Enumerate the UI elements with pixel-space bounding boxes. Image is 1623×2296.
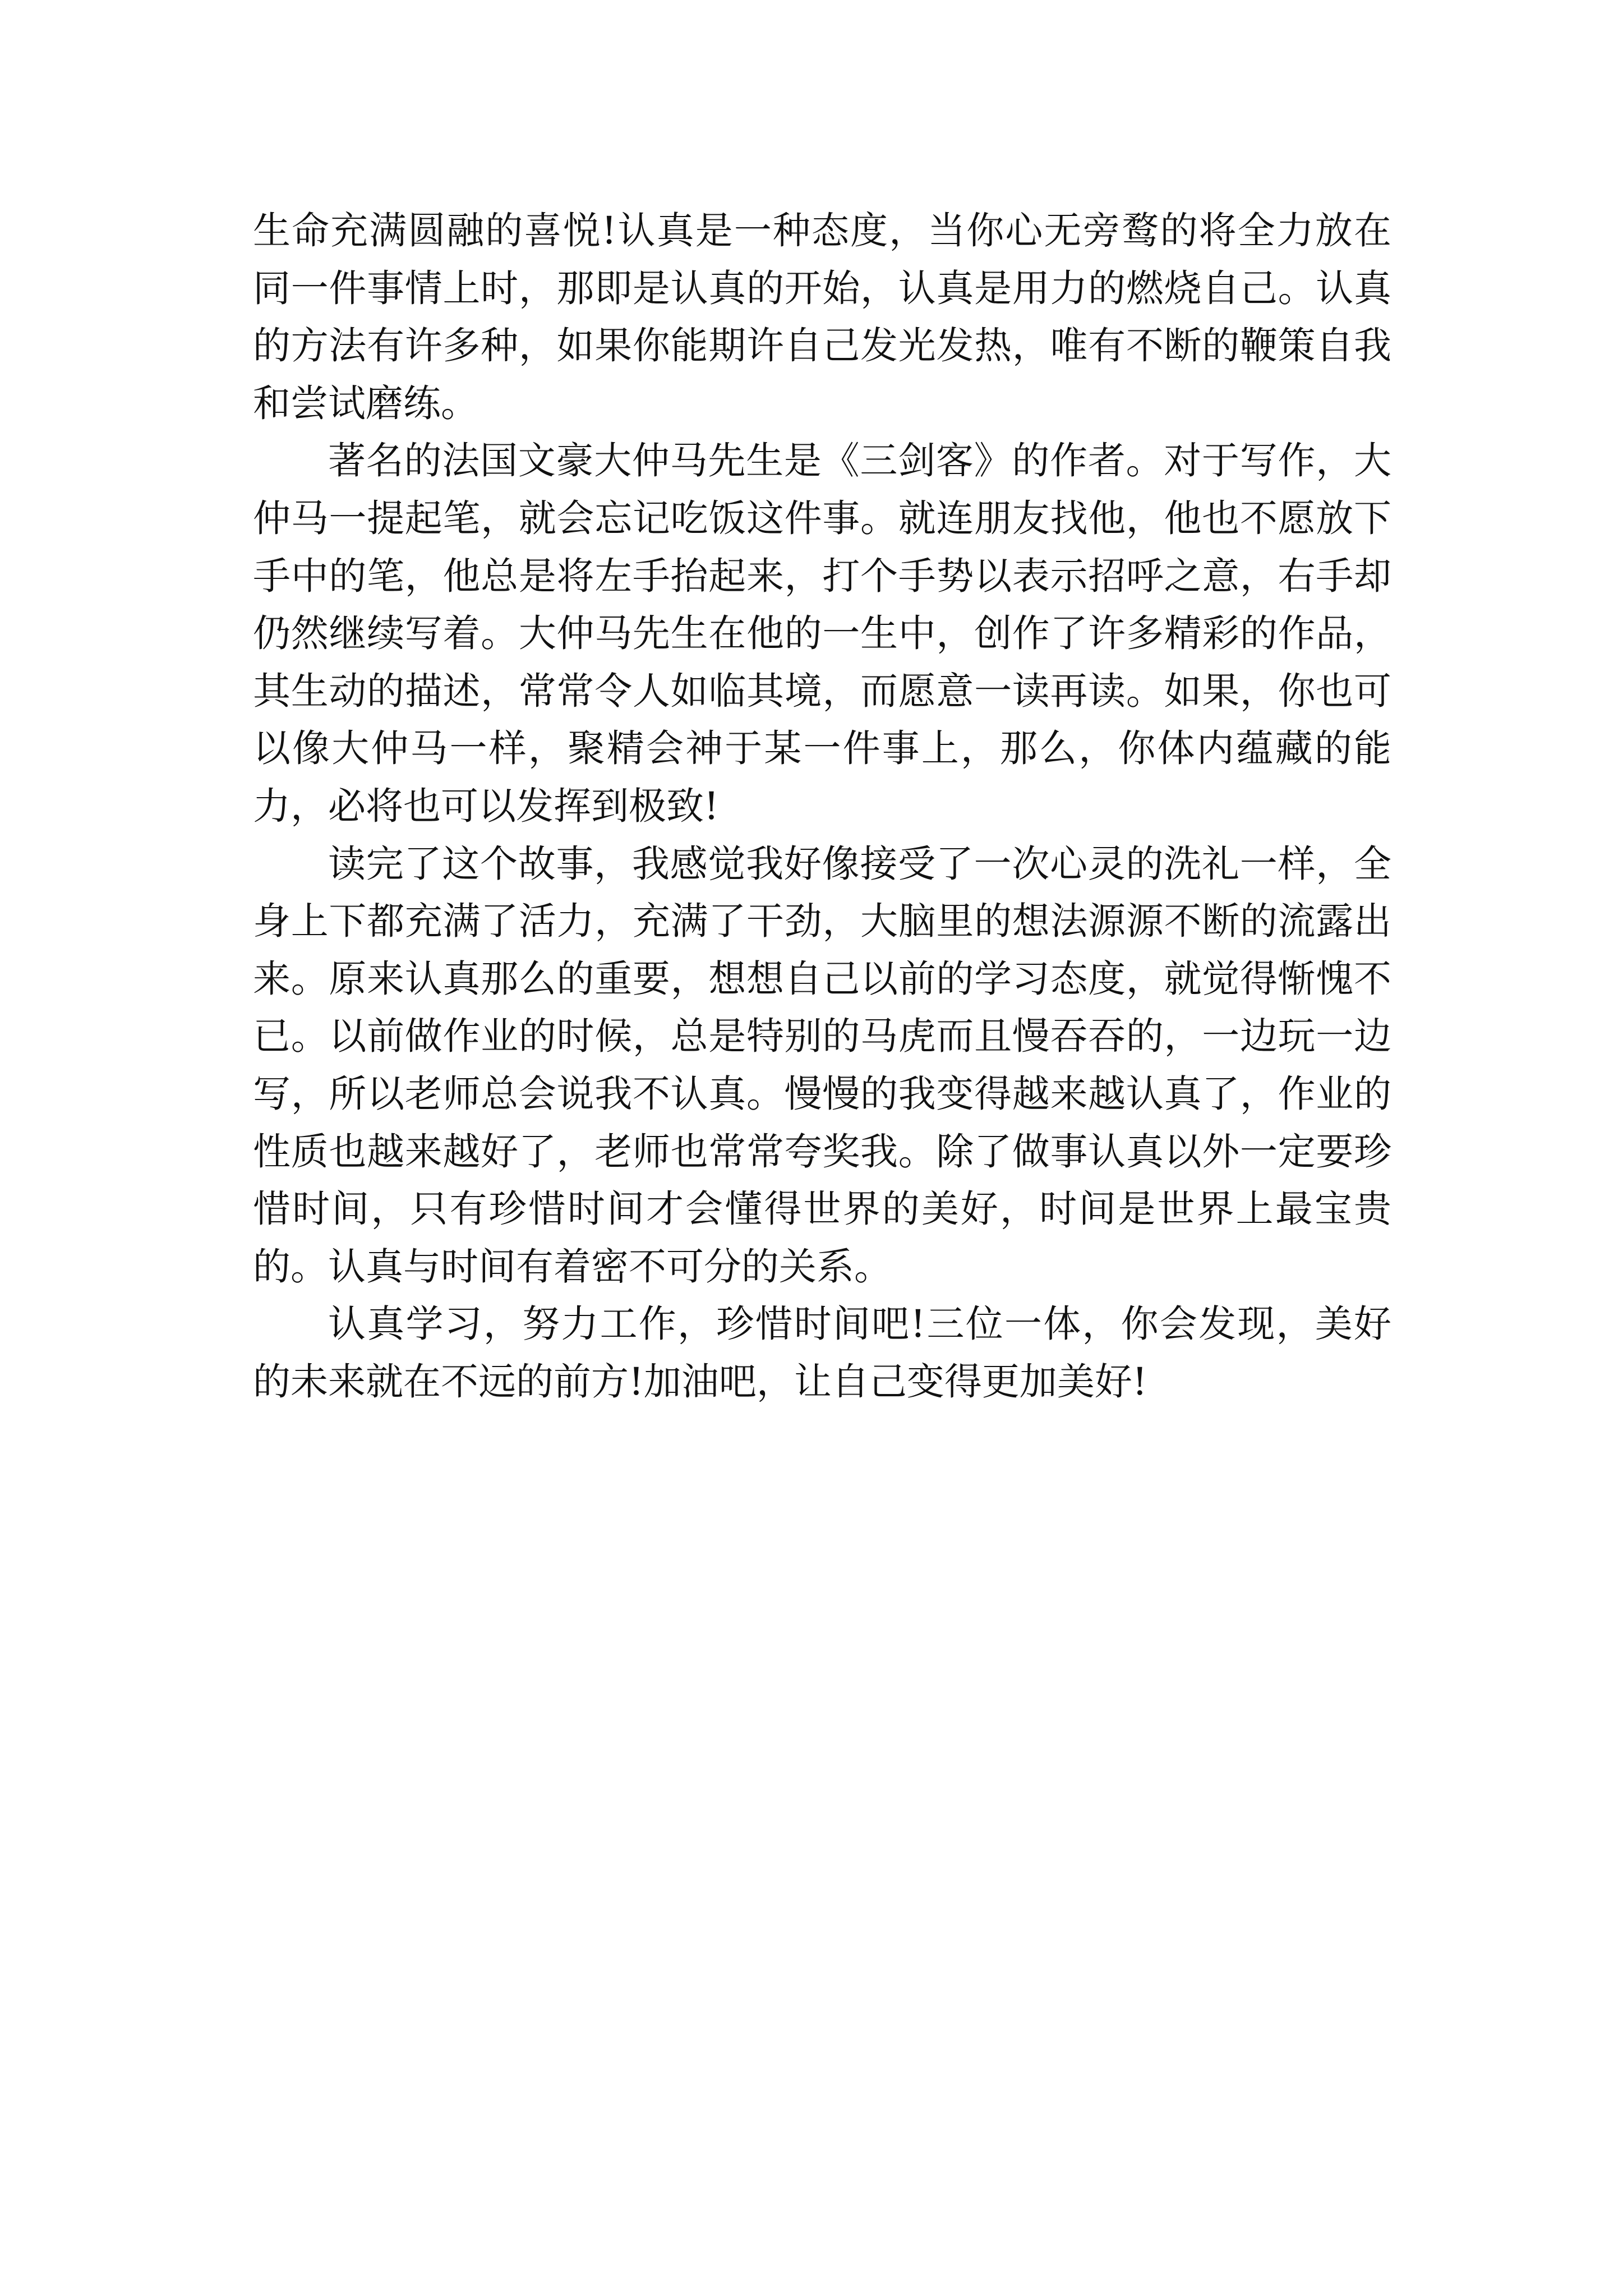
paragraph-3: 读完了这个故事，我感觉我好像接受了一次心灵的洗礼一样，全身上下都充满了活力，充满了干劲，大脑里的想法源源不断的流露出来。原来认真那么的重要，想想自己以前的学习态度，就觉得惭愧不已。以前做作业的时候，总是特别的马虎而且慢吞吞的，一边玩一边写，所以老师总会说我不认真。慢慢的我变得越来越认真了，作业的性质也越来越好了，老师也常常夸奖我。除了做事认真以外一定要珍惜时间，只有珍惜时间才会懂得世界的美好，时间是世界上最宝贵的。认真与时间有着密不可分的关系。 xyxy=(253,841,1391,1289)
paragraph-2: 著名的法国文豪大仲马先生是《三剑客》的作者。对于写作，大仲马一提起笔，就会忘记吃饭这件事。就连朋友找他，他也不愿放下手中的笔，他总是将左手抬起来，打个手势以表示招呼之意，右手却仍然继续写着。大仲马先生在他的一生中，创作了许多精彩的作品，其生动的描述，常常令人如临其境，而愿意一读再读。如果，你也可以像大仲马一样，聚精会神于某一件事上，那么，你体内蕴藏的能力，必将也可以发挥到极致! xyxy=(253,439,1391,828)
document-body xyxy=(253,202,1391,1410)
paragraph-1: 生命充满圆融的喜悦!认真是一种态度，当你心无旁鹜的将全力放在同一件事情上时，那即是认真的开始，认真是用力的燃烧自己。认真的方法有许多种，如果你能期许自己发光发热，唯有不断的鞭策自我和尝试磨练。 xyxy=(253,209,1391,425)
paragraph-4: 认真学习，努力工作，珍惜时间吧!三位一体，你会发现，美好的未来就在不远的前方!加油吧，让自己变得更加美好! xyxy=(253,1302,1391,1404)
